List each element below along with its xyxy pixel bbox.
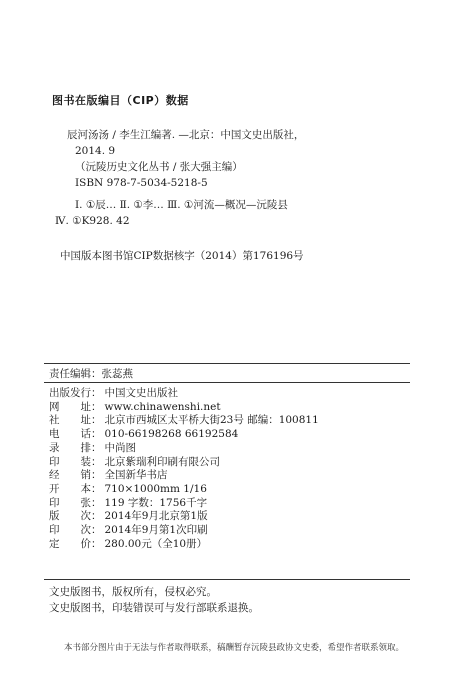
publication-value: 中国文史出版社 — [104, 387, 178, 399]
cip-title-line: 辰河汤汤 / 李生江编著. —北京：中国文史出版社， — [67, 129, 305, 141]
responsible-editor: 责任编辑：张蕊燕 — [49, 368, 133, 380]
publication-label: 开本 — [49, 482, 91, 495]
publication-label: 网址 — [49, 400, 91, 413]
publication-value: 710×1000mm 1/16 — [104, 482, 207, 495]
publication-row: 印张 ： 119 字数：1756千字 — [49, 496, 208, 509]
rights-line: 文史版图书，版权所有，侵权必究。 — [49, 586, 217, 598]
publication-label: 版次 — [49, 510, 91, 523]
publication-label: 录排 — [49, 441, 91, 454]
publication-row: 版次 ： 2014年9月北京第1版 — [49, 510, 208, 523]
cip-date-line: 2014. 9 — [75, 145, 116, 157]
publication-value: 2014年9月第1次印刷 — [104, 524, 208, 537]
publication-row: 开本 ： 710×1000mm 1/16 — [49, 482, 207, 495]
publication-value: 北京紫瑞利印刷有限公司 — [104, 455, 220, 468]
cip-series-line: （沅陵历史文化丛书 / 张大强主编） — [75, 161, 243, 173]
publication-value: 010-66198268 66192584 — [104, 428, 239, 441]
publication-row: 网址 ： www.chinawenshi.net — [49, 400, 221, 413]
divider — [44, 579, 410, 580]
publication-row: 录排 ： 中尚图 — [49, 441, 136, 454]
publication-row: 印次 ： 2014年9月第1次印刷 — [49, 524, 208, 537]
publication-row: 印装 ： 北京紫瑞利印刷有限公司 — [49, 455, 220, 468]
divider — [44, 382, 410, 383]
publication-value: www.chinawenshi.net — [104, 400, 221, 413]
publication-label: 定价 — [49, 537, 91, 550]
publication-label: 印张 — [49, 496, 91, 509]
publication-row: 经销 ： 全国新华书店 — [49, 469, 168, 482]
rights-statement — [49, 584, 259, 616]
cip-subject-line: Ⅰ. ①辰… Ⅱ. ①李… Ⅲ. ①河流—概况—沅陵县 — [75, 199, 288, 211]
cip-record — [55, 127, 305, 229]
publication-value: 北京市西城区太平桥大街23号 邮编：100811 — [104, 414, 319, 427]
cip-heading: 图书在版编目（CIP）数据 — [52, 94, 189, 107]
cip-data-number: 中国版本图书馆CIP数据核字（2014）第176196号 — [60, 250, 304, 262]
publication-info — [49, 387, 319, 551]
divider — [44, 363, 410, 364]
cip-classification-line: Ⅳ. ①K928. 42 — [55, 215, 130, 227]
publication-value: 280.00元（全10册） — [104, 537, 208, 550]
publication-row: 出版发行 ： 中国文史出版社 — [49, 387, 178, 399]
publication-value: 全国新华书店 — [104, 469, 168, 482]
publication-value: 2014年9月北京第1版 — [104, 510, 208, 523]
publication-row: 定价 ： 280.00元（全10册） — [49, 537, 208, 550]
image-credit-notice: 本书部分图片由于无法与作者取得联系，稿酬暂存沅陵县政协文史委，希望作者联系领取。 — [64, 643, 405, 653]
publication-row: 电话 ： 010-66198268 66192584 — [49, 428, 239, 441]
publication-label: 电话 — [49, 428, 91, 441]
publication-row: 社址 ： 北京市西城区太平桥大街23号 邮编：100811 — [49, 414, 319, 427]
publication-label: 社址 — [49, 414, 91, 427]
cip-isbn-line: ISBN 978-7-5034-5218-5 — [75, 177, 208, 189]
publication-value: 中尚图 — [104, 441, 136, 454]
publication-label: 印次 — [49, 524, 91, 537]
publication-label: 经销 — [49, 469, 91, 482]
publication-value: 119 字数：1756千字 — [104, 496, 208, 509]
publication-label: 出版发行 — [49, 387, 91, 399]
publication-label: 印装 — [49, 455, 91, 468]
rights-line: 文史版图书，印装错误可与发行部联系退换。 — [49, 602, 259, 614]
